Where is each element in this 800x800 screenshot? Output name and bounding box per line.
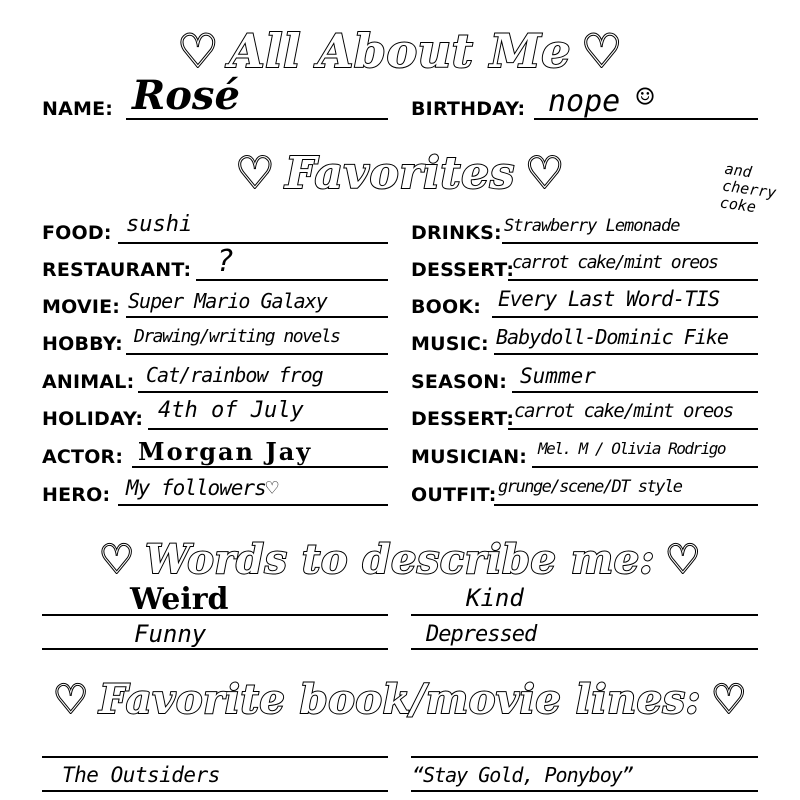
fav-label-drinks: DRINKS:: [411, 222, 502, 244]
answer-line: [494, 353, 758, 355]
word-value-3: Kind: [466, 584, 524, 612]
fav-label-animal: ANIMAL:: [42, 371, 135, 393]
answer-line: [492, 316, 758, 318]
answer-line: [118, 504, 388, 506]
answer-line: [132, 466, 388, 468]
word-value-1: Weird: [130, 582, 229, 617]
heart-icon: ♡: [710, 676, 748, 723]
heart-icon: ♡: [664, 536, 702, 583]
fav-label-dessert-2: DESSERT:: [411, 408, 515, 430]
answer-line: [508, 428, 758, 430]
heart-icon: ♡: [581, 24, 623, 78]
heart-icon: ♡: [177, 24, 219, 78]
fav-value-book: Every Last Word-TIS: [498, 287, 720, 311]
answer-line: [118, 242, 388, 244]
fav-value-movie: Super Mario Galaxy: [128, 289, 327, 313]
word-value-4: Depressed: [426, 622, 537, 647]
answer-line: [411, 790, 758, 792]
answer-line: [411, 756, 758, 758]
answer-line: [494, 504, 758, 506]
fav-value-drinks: Strawberry Lemonade: [504, 216, 680, 236]
title-text: All About Me: [228, 24, 572, 78]
line-value-right: “Stay Gold, Ponyboy”: [412, 763, 633, 787]
fav-value-hobby: Drawing/writing novels: [134, 326, 340, 347]
fav-label-dessert: DESSERT:: [411, 259, 515, 281]
lines-heading: [0, 676, 800, 723]
fav-label-food: FOOD:: [42, 222, 112, 244]
heart-icon: ♡: [524, 148, 565, 199]
word-value-2: Funny: [134, 620, 207, 648]
answer-line: [126, 316, 388, 318]
fav-label-music: MUSIC:: [411, 333, 489, 355]
answer-line: [148, 428, 388, 430]
birthday-value: nope: [548, 84, 621, 119]
heart-icon: ♡: [98, 536, 136, 583]
birthday-label: BIRTHDAY:: [411, 98, 526, 120]
fav-label-holiday: HOLIDAY:: [42, 408, 144, 430]
fav-label-actor: ACTOR:: [42, 446, 124, 468]
fav-value-animal: Cat/rainbow frog: [146, 363, 323, 387]
fav-label-book: BOOK:: [411, 296, 482, 318]
heart-icon: ♡: [235, 148, 276, 199]
heart-icon: ♡: [52, 676, 90, 723]
answer-line: [411, 614, 758, 616]
answer-line: [138, 391, 388, 393]
fav-value-dessert-2: carrot cake/mint oreos: [514, 400, 733, 422]
words-heading: [0, 536, 800, 583]
favorites-heading: [0, 148, 800, 199]
lines-heading-text: Favorite book/movie lines:: [99, 676, 701, 723]
side-note: and cherry coke: [718, 159, 778, 217]
fav-value-season: Summer: [520, 364, 596, 388]
fav-value-outfit: grunge/scene/DT style: [498, 477, 682, 497]
fav-value-holiday: 4th of July: [158, 398, 304, 423]
fav-value-dessert: carrot cake/mint oreos: [512, 252, 718, 273]
answer-line: [126, 353, 388, 355]
favorites-heading-text: Favorites: [285, 148, 515, 199]
words-heading-text: Words to describe me:: [145, 536, 655, 583]
fav-label-musician: MUSICIAN:: [411, 446, 528, 468]
fav-label-hero: HERO:: [42, 484, 111, 506]
name-value: Rosé: [132, 72, 240, 119]
line-value-left: The Outsiders: [62, 763, 220, 787]
fav-value-actor: Morgan Jay: [138, 437, 313, 466]
answer-line: [411, 648, 758, 650]
fav-value-restaurant: ?: [216, 244, 235, 279]
fav-value-hero: My followers♡: [126, 476, 278, 500]
answer-line: [42, 648, 388, 650]
answer-line: [512, 391, 758, 393]
answer-line: [196, 279, 388, 281]
fav-label-season: SEASON:: [411, 371, 508, 393]
fav-label-restaurant: RESTAURANT:: [42, 259, 192, 281]
fav-label-movie: MOVIE:: [42, 296, 121, 318]
answer-line: [502, 242, 758, 244]
name-label: NAME:: [42, 98, 114, 120]
fav-value-music: Babydoll-Dominic Fike: [496, 325, 728, 349]
smiley-icon: ☺: [636, 80, 655, 115]
answer-line: [42, 790, 388, 792]
fav-value-musician: Mel. M / Olivia Rodrigo: [538, 439, 726, 458]
answer-line: [532, 466, 758, 468]
page-title: [0, 24, 800, 78]
fav-label-hobby: HOBBY:: [42, 333, 123, 355]
answer-line: [42, 756, 388, 758]
fav-value-food: sushi: [126, 212, 193, 237]
fav-label-outfit: OUTFIT:: [411, 484, 497, 506]
answer-line: [508, 279, 758, 281]
